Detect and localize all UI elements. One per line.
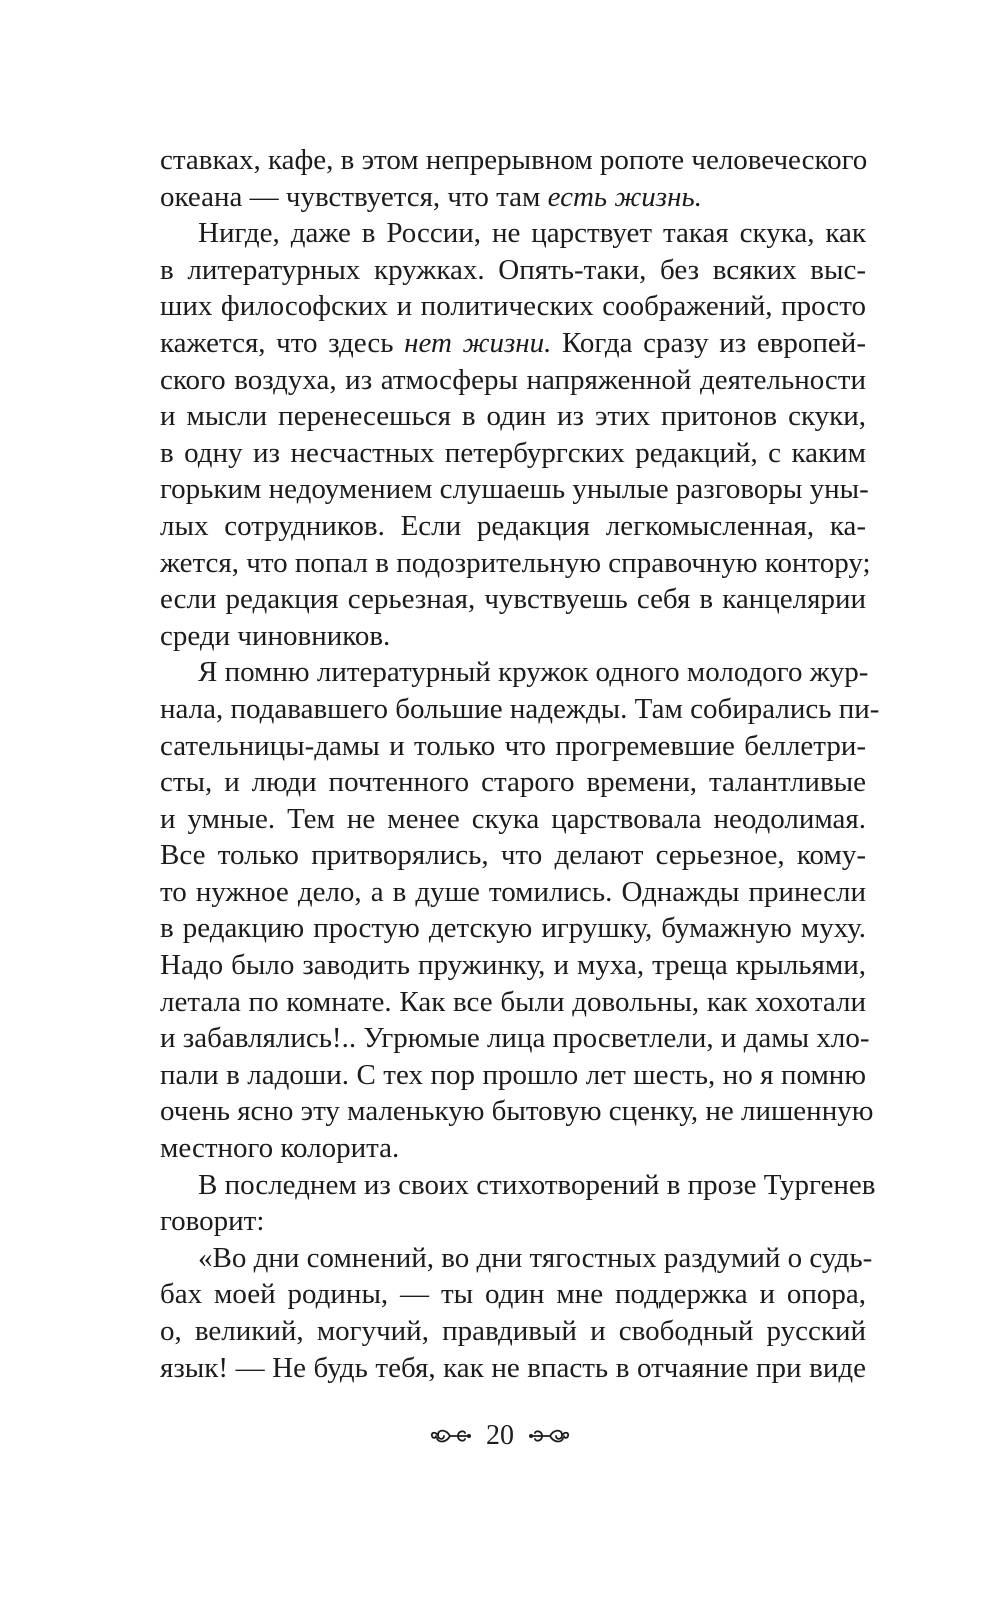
text-line: среди чиновников. [160, 619, 391, 652]
text-line: ших философских и политических соображений, просто [160, 290, 866, 323]
text-line: нала, подававшего большие надежды. Там собирались пи- [160, 692, 880, 725]
text-line: язык! — Не будь тебя, как не впасть в отчаяние при виде [160, 1351, 866, 1384]
text-line: и забавлялись!.. Угрюмые лица просветлели, и дамы хло- [160, 1022, 870, 1055]
text-line: сательницы-дамы и только что прогремевшие беллетри- [160, 729, 866, 762]
text-line: В последнем из своих стихотворений в прозе Тургенев [198, 1168, 876, 1201]
text-line: местного колорита. [160, 1132, 400, 1165]
text-line: ского воздуха, из атмосферы напряженной деятельности [160, 363, 866, 396]
text-line: сты, и люди почтенного старого времени, талантливые [160, 766, 866, 799]
text-line: то нужное дело, а в душе томились. Однажды принесли [160, 875, 866, 908]
text-line: очень ясно эту маленькую бытовую сценку, не лишенную [160, 1095, 874, 1128]
text-line: ставках, кафе, в этом непрерывном ропоте человеческого [160, 144, 868, 176]
text-line: и мысли перенесешься в один из этих притонов скуки, [160, 400, 866, 433]
ornament-flourish-icon [428, 1421, 472, 1451]
page-footer [0, 1420, 1000, 1452]
page-number: 20 [486, 1420, 514, 1451]
text-line: океана — чувствуется, что там есть жизнь. [160, 180, 702, 213]
text-line: кажется, что здесь нет жизни. Когда сразу из европей- [160, 326, 866, 359]
text-line: говорит: [160, 1205, 265, 1238]
text-line: в одну из несчастных петербургских редакций, с каким [160, 436, 866, 469]
text-line: Все только притворялись, что делают серьезное, кому- [160, 839, 866, 872]
text-line: Нигде, даже в России, не царствует такая скука, как [198, 217, 866, 250]
text-line: Я помню литературный кружок одного молодого жур- [198, 656, 869, 689]
text-line: и умные. Тем не менее скука царствовала неодолимая. [160, 802, 866, 835]
text-line: горьким недоумением слушаешь унылые разговоры уны- [160, 473, 869, 506]
ornament-flourish-icon [528, 1421, 572, 1451]
text-line: о, великий, могучий, правдивый и свободный русский [160, 1315, 866, 1347]
text-line: если редакция серьезная, чувствуешь себя в канцелярии [160, 583, 866, 616]
text-line: в редакцию простую детскую игрушку, бумажную муху. [160, 912, 866, 945]
text-line: Надо было заводить пружинку, и муха, треща крыльями, [160, 949, 866, 982]
text-line: пали в ладоши. С тех пор прошло лет шесть, но я помню [160, 1058, 866, 1091]
text-line: «Во дни сомнений, во дни тягостных раздумий о судь- [198, 1241, 873, 1274]
text-line: жется, что попал в подозрительную справочную контору; [160, 546, 871, 579]
text-line: бах моей родины, — ты один мне поддержка и опора, [160, 1278, 866, 1311]
text-line: в литературных кружках. Опять-таки, без всяких выс- [160, 253, 866, 286]
text-line: летала по комнате. Как все были довольны, как хохотали [160, 985, 866, 1018]
text-line: лых сотрудников. Если редакция легкомысленная, ка- [160, 509, 866, 542]
body-text [160, 142, 880, 1386]
